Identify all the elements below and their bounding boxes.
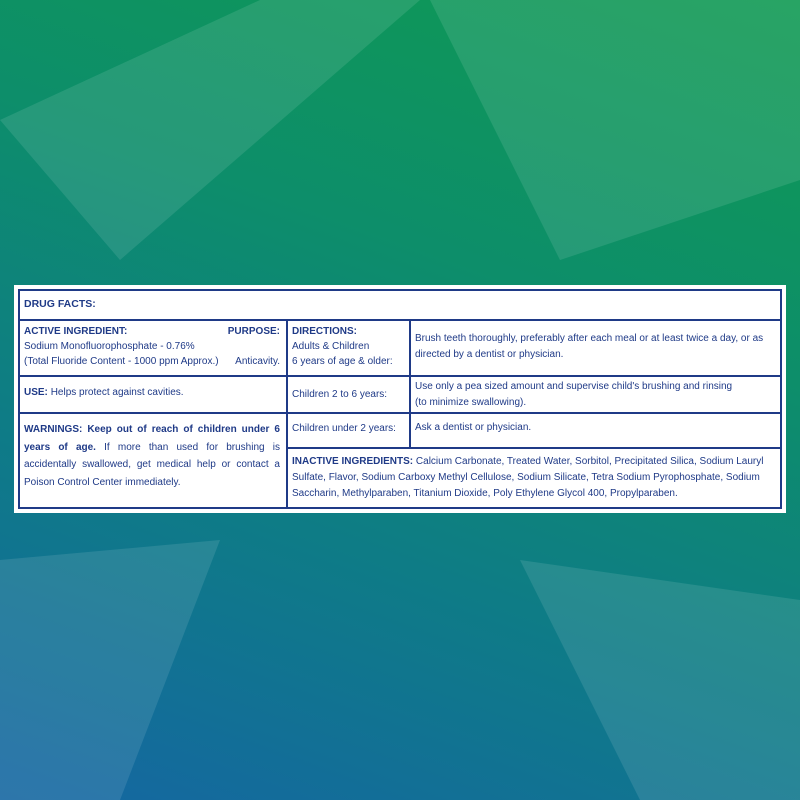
children-2-6-label-cell xyxy=(288,385,408,409)
directions-heading: DIRECTIONS: xyxy=(292,326,357,337)
divider xyxy=(20,412,286,414)
use-heading: USE: xyxy=(24,387,48,398)
use-cell xyxy=(20,383,284,411)
directions-label-cell xyxy=(288,322,408,374)
fluoride-content: (Total Fluoride Content - 1000 ppm Approx.) xyxy=(24,356,219,367)
warnings-text: If more than used for brushing is accidentally swallowed, get medical help or contact a Poison Control Center immediately. xyxy=(24,441,280,488)
children-2-6-directions-cell xyxy=(411,377,781,411)
active-ingredient-heading: ACTIVE INGREDIENT: xyxy=(24,326,128,337)
drug-facts-table xyxy=(18,289,782,509)
divider xyxy=(286,412,780,414)
purpose-value: Anticavity. xyxy=(235,356,280,367)
active-ingredient-name: Sodium Monofluorophosphate - 0.76% xyxy=(24,341,195,352)
active-ingredient-cell xyxy=(20,322,284,374)
divider xyxy=(20,375,286,377)
use-text: Helps protect against cavities. xyxy=(50,387,184,398)
children-under-2-text: Ask a dentist or physician. xyxy=(415,422,532,433)
purpose-heading: PURPOSE: xyxy=(227,326,280,337)
children-under-2-directions-cell xyxy=(411,418,781,442)
adults-directions-cell xyxy=(411,329,781,373)
inactive-ingredients-cell xyxy=(288,452,778,508)
children-2-6-text-line1: Use only a pea sized amount and supervise child's brushing and rinsing xyxy=(415,381,733,392)
drug-facts-title: DRUG FACTS: xyxy=(24,298,96,310)
children-2-6-text-line2: (to minimize swallowing). xyxy=(415,396,527,408)
children-2-6-label: Children 2 to 6 years: xyxy=(292,389,388,400)
inactive-ingredients-text: Calcium Carbonate, Treated Water, Sorbitol, Precipitated Silica, Sodium Lauryl Sulfate, Flavor, Sodium Carboxy Methyl Cellulose, Sodium Silicate, Tetra Sodium Pyrophosphate, Sodium Saccharin, Methylparaben, Titanium Dioxide, Poly Ethylene Glycol 400, Propylparaben. xyxy=(292,456,764,499)
children-under-2-label-cell xyxy=(288,419,408,443)
adults-label-line2: 6 years of age & older: xyxy=(292,356,393,367)
divider xyxy=(286,447,780,449)
warnings-heading: WARNINGS: xyxy=(24,424,83,435)
adults-label-line1: Adults & Children xyxy=(292,341,370,352)
divider xyxy=(20,319,780,321)
warnings-bold-text: Keep out of reach of children under 6 years of age. xyxy=(24,424,280,453)
inactive-ingredients-heading: INACTIVE INGREDIENTS: xyxy=(292,456,414,467)
adults-directions-text: Brush teeth thoroughly, preferably after each meal or at least twice a day, or as directed by a dentist or physician. xyxy=(415,333,764,360)
warnings-cell xyxy=(20,419,284,499)
drug-facts-panel xyxy=(14,285,786,513)
children-under-2-label: Children under 2 years: xyxy=(292,423,396,434)
